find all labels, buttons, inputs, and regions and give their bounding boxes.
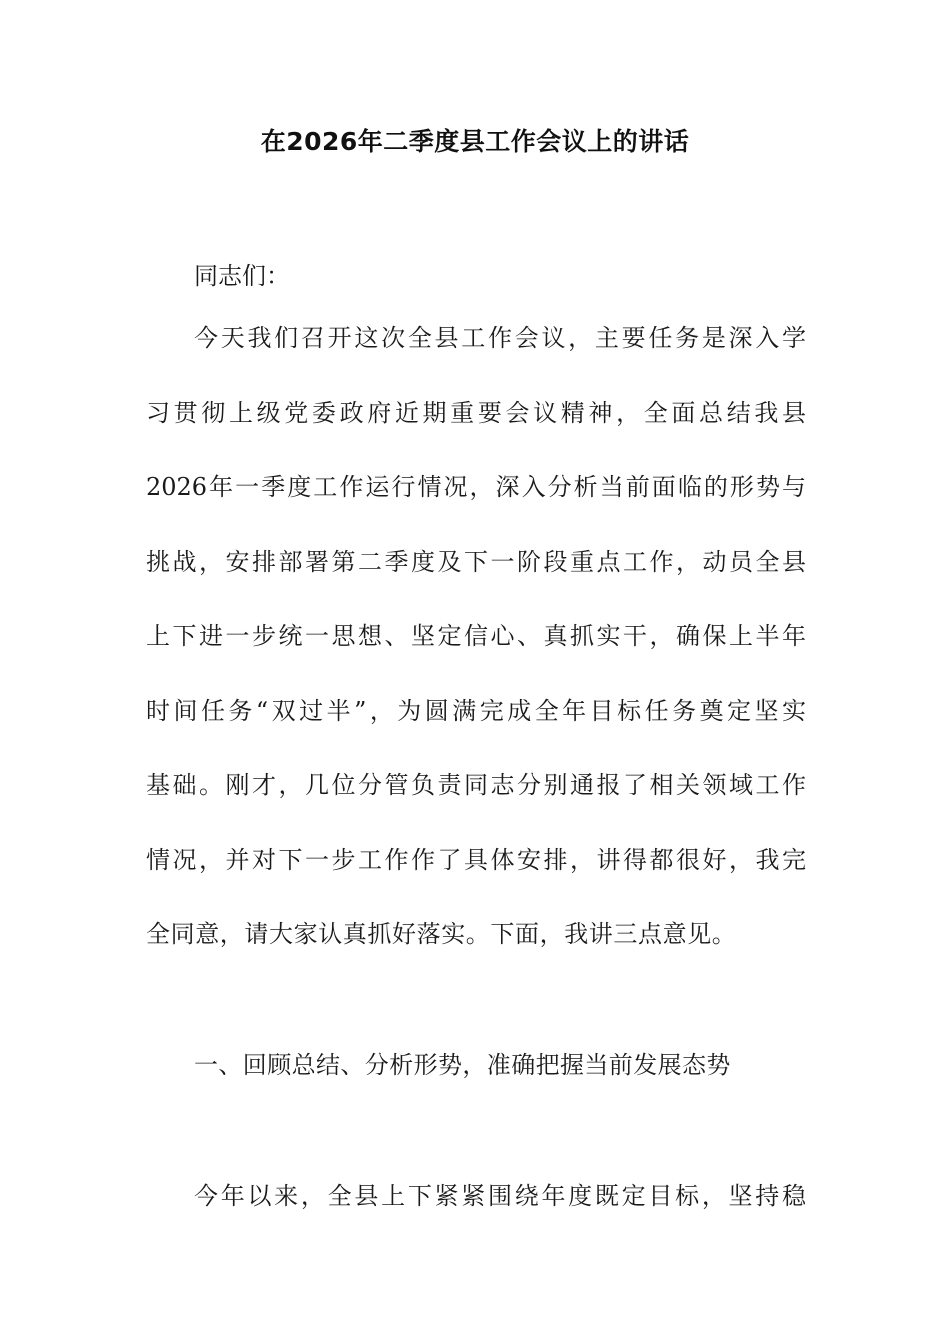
paragraph-line: 上下进一步统一思想、坚定信心、真抓实干，确保上半年 — [146, 622, 806, 650]
paragraph-line: 基础。刚才，几位分管负责同志分别通报了相关领域工作 — [146, 771, 806, 799]
paragraph-line: 时间任务“双过半”，为圆满完成全年目标任务奠定坚实 — [146, 697, 806, 725]
document-title: 在2026年二季度县工作会议上的讲话 — [260, 127, 690, 156]
section-heading-1: 一、回顾总结、分析形势，准确把握当前发展态势 — [194, 1051, 731, 1079]
paragraph-line: 全同意，请大家认真抓好落实。下面，我讲三点意见。 — [146, 920, 737, 948]
paragraph-line: 挑战，安排部署第二季度及下一阶段重点工作，动员全县 — [146, 548, 806, 576]
salutation: 同志们： — [194, 262, 290, 290]
paragraph-line: 2026年一季度工作运行情况，深入分析当前面临的形势与 — [146, 473, 806, 501]
paragraph-line: 习贯彻上级党委政府近期重要会议精神，全面总结我县 — [146, 399, 806, 427]
paragraph-line: 今天我们召开这次全县工作会议，主要任务是深入学 — [194, 324, 806, 352]
paragraph-line: 今年以来，全县上下紧紧围绕年度既定目标，坚持稳 — [194, 1182, 806, 1210]
paragraph-line: 情况，并对下一步工作作了具体安排，讲得都很好，我完 — [146, 846, 806, 874]
